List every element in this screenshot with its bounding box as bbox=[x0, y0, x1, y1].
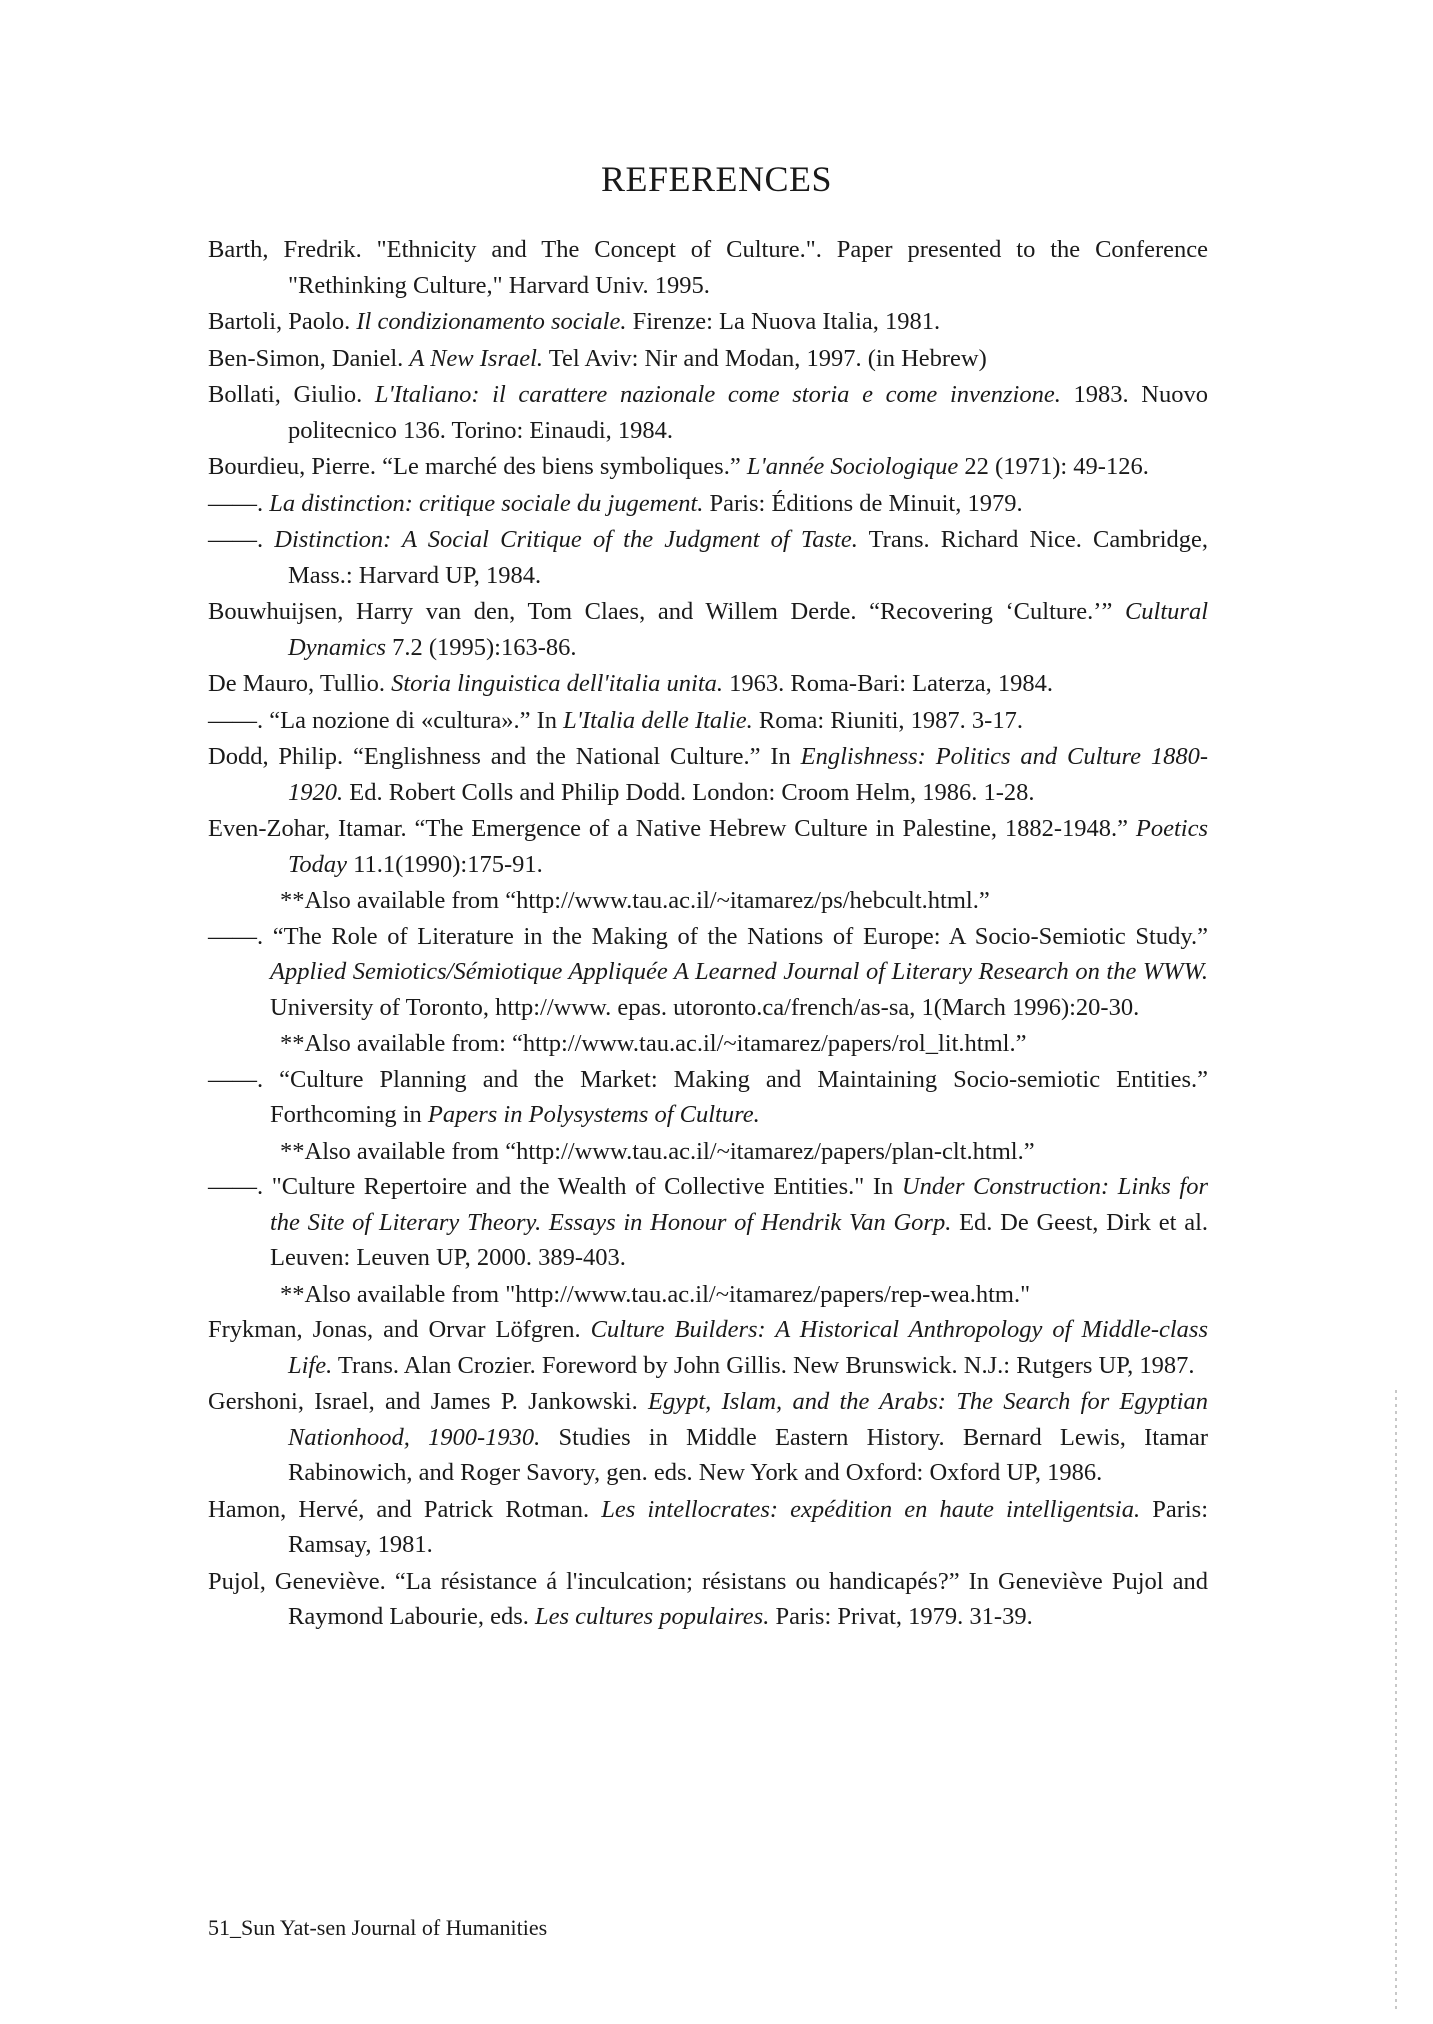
reference-details: Paris: Ramsay, 1981. bbox=[288, 1495, 1209, 1558]
reference-entry bbox=[208, 1384, 1208, 1491]
reference-entry bbox=[208, 1564, 1208, 1635]
reference-entry bbox=[208, 594, 1208, 665]
reference-entry bbox=[208, 703, 1208, 739]
reference-text: Barth, Fredrik. "Ethnicity and The Concept of Culture.". Paper presented to the Conference "Rethinking Culture," Harvard Univ. 1995. bbox=[208, 236, 1208, 299]
availability-note: **Also available from “http://www.tau.ac.il/~itamarez/papers/plan-clt.html.” bbox=[280, 1137, 1035, 1165]
reference-text: ——. “The Role of Literature in the Making of the Nations of Europe: A Socio-Semiotic Study.” bbox=[208, 922, 1208, 950]
reference-details: 11.1(1990):175-91. bbox=[347, 850, 543, 878]
reference-details: Paris: Éditions de Minuit, 1979. bbox=[703, 489, 1023, 517]
reference-title: La distinction: critique sociale du jugement. bbox=[269, 489, 704, 517]
reference-details: Firenze: La Nuova Italia, 1981. bbox=[626, 308, 941, 335]
reference-entry bbox=[208, 1312, 1208, 1383]
availability-note: **Also available from "http://www.tau.ac.il/~itamarez/papers/rep-wea.htm." bbox=[280, 1280, 1031, 1308]
reference-text: Gershoni, Israel, and James P. Jankowski. bbox=[208, 1388, 649, 1415]
reference-details: Trans. Richard Nice. Cambridge, Mass.: Harvard UP, 1984. bbox=[288, 526, 1209, 589]
reference-details: Roma: Riuniti, 1987. 3-17. bbox=[752, 706, 1023, 734]
reference-title: L'Italia delle Italie. bbox=[563, 706, 753, 734]
reference-text: Dodd, Philip. “Englishness and the National Culture.” In bbox=[208, 743, 801, 770]
reference-details: Studies in Middle Eastern History. Bernard Lewis, Itamar Rabinowich, and Roger Savory, gen. eds. New York and Oxford: Oxford UP, 1986. bbox=[288, 1423, 1208, 1486]
reference-title: Englishness: Politics and Culture 1880-1920. bbox=[288, 743, 1208, 806]
availability-note: **Also available from “http://www.tau.ac.il/~itamarez/ps/hebcult.html.” bbox=[280, 887, 990, 914]
availability-note: **Also available from: “http://www.tau.ac.il/~itamarez/papers/rol_lit.html.” bbox=[280, 1030, 1027, 1057]
reference-title: Il condizionamento sociale. bbox=[356, 308, 627, 335]
reference-title: A New Israel. bbox=[409, 344, 544, 372]
reference-entry bbox=[208, 377, 1208, 448]
reference-title: Poetics Today bbox=[288, 815, 1208, 878]
reference-title: Under Construction: Links for the Site of Literary Theory. Essays in Honour of Hendrik Van Gorp. bbox=[270, 1173, 1208, 1236]
reference-title: Applied Semiotics/Sémiotique Appliquée A Learned Journal of Literary Research on the WWW. bbox=[270, 958, 1208, 985]
reference-details: 1963. Roma-Bari: Laterza, 1984. bbox=[723, 670, 1053, 697]
reference-text: Bartoli, Paolo. bbox=[208, 308, 357, 335]
reference-title: Cultural Dynamics bbox=[288, 598, 1208, 661]
reference-details: 22 (1971): 49-126. bbox=[958, 453, 1149, 480]
reference-details: Ed. Robert Colls and Philip Dodd. London: Croom Helm, 1986. 1-28. bbox=[343, 778, 1035, 806]
reference-entry bbox=[208, 341, 1208, 377]
reference-title: L'année Sociologique bbox=[746, 453, 959, 480]
reference-text: ——. bbox=[208, 489, 270, 517]
reference-text: ——. "Culture Repertoire and the Wealth of Collective Entities." In bbox=[208, 1173, 902, 1200]
reference-entry bbox=[208, 1169, 1208, 1276]
reference-details: Ed. De Geest, Dirk et al. Leuven: Leuven UP, 2000. 389-403. bbox=[270, 1208, 1209, 1271]
reference-entry bbox=[208, 1492, 1208, 1563]
reference-text: ——. “Culture Planning and the Market: Making and Maintaining Socio-semiotic Entities.” Forthcoming in bbox=[208, 1065, 1208, 1128]
reference-details: University of Toronto, http://www. epas. utoronto.ca/french/as-sa, 1(March 1996):20-30. bbox=[270, 993, 1140, 1021]
reference-details: 7.2 (1995):163-86. bbox=[385, 633, 577, 661]
reference-text: Frykman, Jonas, and Orvar Löfgren. bbox=[208, 1316, 591, 1343]
reference-text: Bourdieu, Pierre. “Le marché des biens symboliques.” bbox=[208, 453, 747, 480]
reference-text: ——. “La nozione di «cultura».” In bbox=[208, 706, 564, 734]
reference-text: Even-Zohar, Itamar. “The Emergence of a Native Hebrew Culture in Palestine, 1882-1948.” bbox=[208, 815, 1136, 842]
reference-title: Distinction: A Social Critique of the Judgment of Taste. bbox=[274, 526, 858, 553]
reference-entry bbox=[208, 522, 1208, 593]
reference-title: Culture Builders: A Historical Anthropology of Middle-class Life. bbox=[288, 1316, 1208, 1379]
scan-edge-mark bbox=[1395, 1390, 1397, 2010]
reference-title: Egypt, Islam, and the Arabs: The Search for Egyptian Nationhood, 1900-1930. bbox=[288, 1388, 1208, 1451]
reference-title: L'Italiano: il carattere nazionale come storia e come invenzione. bbox=[374, 381, 1061, 408]
reference-entry bbox=[208, 919, 1208, 1026]
reference-title: Papers in Polysystems of Culture. bbox=[427, 1101, 760, 1128]
reference-entry bbox=[208, 811, 1208, 882]
reference-text: Bollati, Giulio. bbox=[208, 381, 375, 408]
reference-text: ——. bbox=[208, 526, 275, 553]
reference-entry bbox=[208, 666, 1208, 702]
page-footer: 51_Sun Yat-sen Journal of Humanities bbox=[208, 1915, 548, 1940]
reference-entry bbox=[208, 739, 1208, 810]
reference-entry bbox=[208, 1062, 1208, 1133]
reference-title: Les intellocrates: expédition en haute intelligentsia. bbox=[601, 1495, 1141, 1523]
reference-details: Paris: Privat, 1979. 31-39. bbox=[769, 1603, 1033, 1630]
reference-title: Storia linguistica dell'italia unita. bbox=[391, 670, 724, 697]
reference-text: De Mauro, Tullio. bbox=[208, 670, 392, 697]
reference-list bbox=[208, 232, 1208, 1636]
reference-text: Bouwhuijsen, Harry van den, Tom Claes, and Willem Derde. “Recovering ‘Culture.’” bbox=[208, 598, 1125, 625]
reference-details: Tel Aviv: Nir and Modan, 1997. (in Hebrew) bbox=[543, 344, 987, 372]
reference-text: Hamon, Hervé, and Patrick Rotman. bbox=[208, 1495, 602, 1523]
reference-entry bbox=[208, 486, 1208, 522]
reference-text: Pujol, Geneviève. “La résistance á l'inculcation; résistans ou handicapés?” In Geneviève Pujol and Raymond Labourie, eds. bbox=[208, 1567, 1208, 1630]
page-title: REFERENCES bbox=[600, 159, 833, 199]
reference-title: Les cultures populaires. bbox=[535, 1603, 770, 1630]
reference-entry bbox=[208, 449, 1208, 485]
reference-details: Trans. Alan Crozier. Foreword by John Gillis. New Brunswick. N.J.: Rutgers UP, 1987. bbox=[332, 1351, 1195, 1379]
reference-text: Ben-Simon, Daniel. bbox=[208, 344, 410, 372]
reference-entry bbox=[208, 304, 1208, 340]
reference-details: 1983. Nuovo politecnico 136. Torino: Einaudi, 1984. bbox=[288, 381, 1208, 444]
reference-entry bbox=[208, 232, 1208, 303]
